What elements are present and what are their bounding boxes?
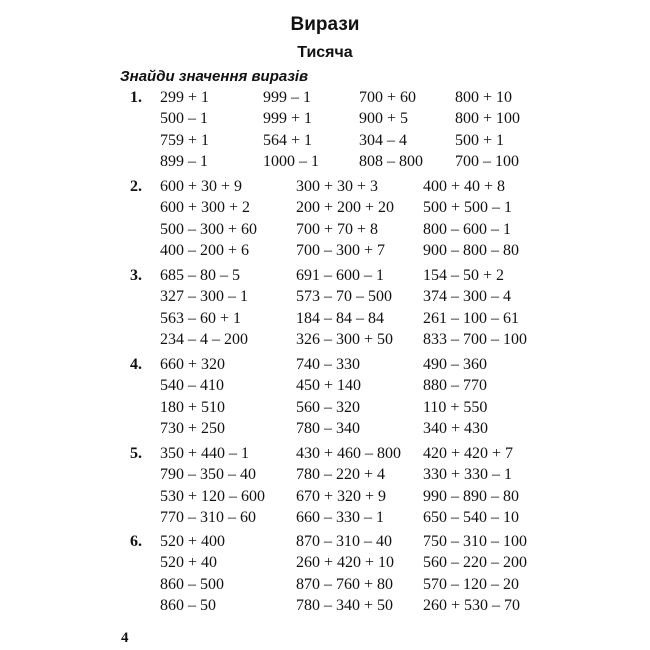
expression: 500 + 1: [455, 132, 505, 149]
expression: 740 – 330: [296, 356, 360, 373]
page-number: 4: [121, 630, 129, 646]
expression: 870 – 760 + 80: [296, 576, 394, 593]
expression: 560 – 320: [296, 399, 360, 416]
expression: 400 – 200 + 6: [160, 242, 250, 259]
expression: 650 – 540 – 10: [423, 509, 519, 526]
expression: 490 – 360: [423, 356, 487, 373]
expression: 326 – 300 + 50: [296, 331, 394, 348]
expression: 700 – 300 + 7: [296, 242, 386, 259]
expression: 600 + 30 + 9: [160, 178, 243, 195]
exercise-number: 1.: [130, 89, 142, 106]
expression: 780 – 340 + 50: [296, 597, 394, 614]
expression: 520 + 400: [160, 533, 226, 550]
expression: 860 – 50: [160, 597, 216, 614]
expression: 570 – 120 – 20: [423, 576, 519, 593]
expression: 780 – 220 + 4: [296, 466, 386, 483]
expression: 880 – 770: [423, 377, 487, 394]
expression: 790 – 350 – 40: [160, 466, 256, 483]
expression: 780 – 340: [296, 420, 360, 437]
expression: 808 – 800: [359, 153, 423, 170]
exercise-number: 6.: [130, 533, 142, 550]
expression: 600 + 300 + 2: [160, 199, 251, 216]
expression: 900 + 5: [359, 110, 409, 127]
expression: 999 – 1: [263, 89, 311, 106]
instruction-text: Знайди значення виразів: [120, 68, 309, 85]
expression: 899 – 1: [160, 153, 208, 170]
expression: 800 + 10: [455, 89, 513, 106]
expression: 340 + 430: [423, 420, 489, 437]
exercise-number: 2.: [130, 178, 142, 195]
expression: 800 + 100: [455, 110, 521, 127]
expression: 530 + 120 – 600: [160, 488, 266, 505]
expression: 759 + 1: [160, 132, 210, 149]
expression: 500 – 1: [160, 110, 208, 127]
expression: 563 – 60 + 1: [160, 310, 242, 327]
expression: 234 – 4 – 200: [160, 331, 248, 348]
expression: 374 – 300 – 4: [423, 288, 511, 305]
expression: 860 – 500: [160, 576, 224, 593]
expression: 500 + 500 – 1: [423, 199, 513, 216]
expression: 564 + 1: [263, 132, 313, 149]
expression: 560 – 220 – 200: [423, 554, 527, 571]
expression: 770 – 310 – 60: [160, 509, 256, 526]
expression: 870 – 310 – 40: [296, 533, 392, 550]
expression: 750 – 310 – 100: [423, 533, 527, 550]
expression: 700 – 100: [455, 153, 519, 170]
expression: 660 + 320: [160, 356, 226, 373]
expression: 520 + 40: [160, 554, 218, 571]
expression: 154 – 50 + 2: [423, 267, 505, 284]
expression: 430 + 460 – 800: [296, 445, 402, 462]
expression: 110 + 550: [423, 399, 488, 416]
expression: 700 + 70 + 8: [296, 221, 379, 238]
expression: 420 + 420 + 7: [423, 445, 514, 462]
expression: 300 + 30 + 3: [296, 178, 379, 195]
expression: 330 + 330 – 1: [423, 466, 513, 483]
exercise-number: 3.: [130, 267, 142, 284]
page-title: Вирази: [290, 14, 360, 35]
expression: 1000 – 1: [263, 153, 319, 170]
expression: 730 + 250: [160, 420, 226, 437]
expression: 833 – 700 – 100: [423, 331, 527, 348]
expression: 999 + 1: [263, 110, 313, 127]
expression: 573 – 70 – 500: [296, 288, 392, 305]
expression: 800 – 600 – 1: [423, 221, 511, 238]
expression: 450 + 140: [296, 377, 362, 394]
expression: 691 – 600 – 1: [296, 267, 384, 284]
expression: 200 + 200 + 20: [296, 199, 395, 216]
expression: 670 + 320 + 9: [296, 488, 387, 505]
expression: 990 – 890 – 80: [423, 488, 519, 505]
expression: 900 – 800 – 80: [423, 242, 519, 259]
expression: 685 – 80 – 5: [160, 267, 240, 284]
expression: 400 + 40 + 8: [423, 178, 506, 195]
expression: 261 – 100 – 61: [423, 310, 519, 327]
expression: 540 – 410: [160, 377, 224, 394]
page-subtitle: Тисяча: [297, 44, 353, 61]
expression: 700 + 60: [359, 89, 417, 106]
expression: 260 + 420 + 10: [296, 554, 395, 571]
expression: 260 + 530 – 70: [423, 597, 521, 614]
expression: 660 – 330 – 1: [296, 509, 384, 526]
expression: 350 + 440 – 1: [160, 445, 250, 462]
expression: 327 – 300 – 1: [160, 288, 248, 305]
expression: 304 – 4: [359, 132, 407, 149]
exercise-number: 4.: [130, 356, 142, 373]
expression: 299 + 1: [160, 89, 210, 106]
expression: 500 – 300 + 60: [160, 221, 258, 238]
expression: 184 – 84 – 84: [296, 310, 384, 327]
expression: 180 + 510: [160, 399, 226, 416]
exercise-number: 5.: [130, 445, 142, 462]
